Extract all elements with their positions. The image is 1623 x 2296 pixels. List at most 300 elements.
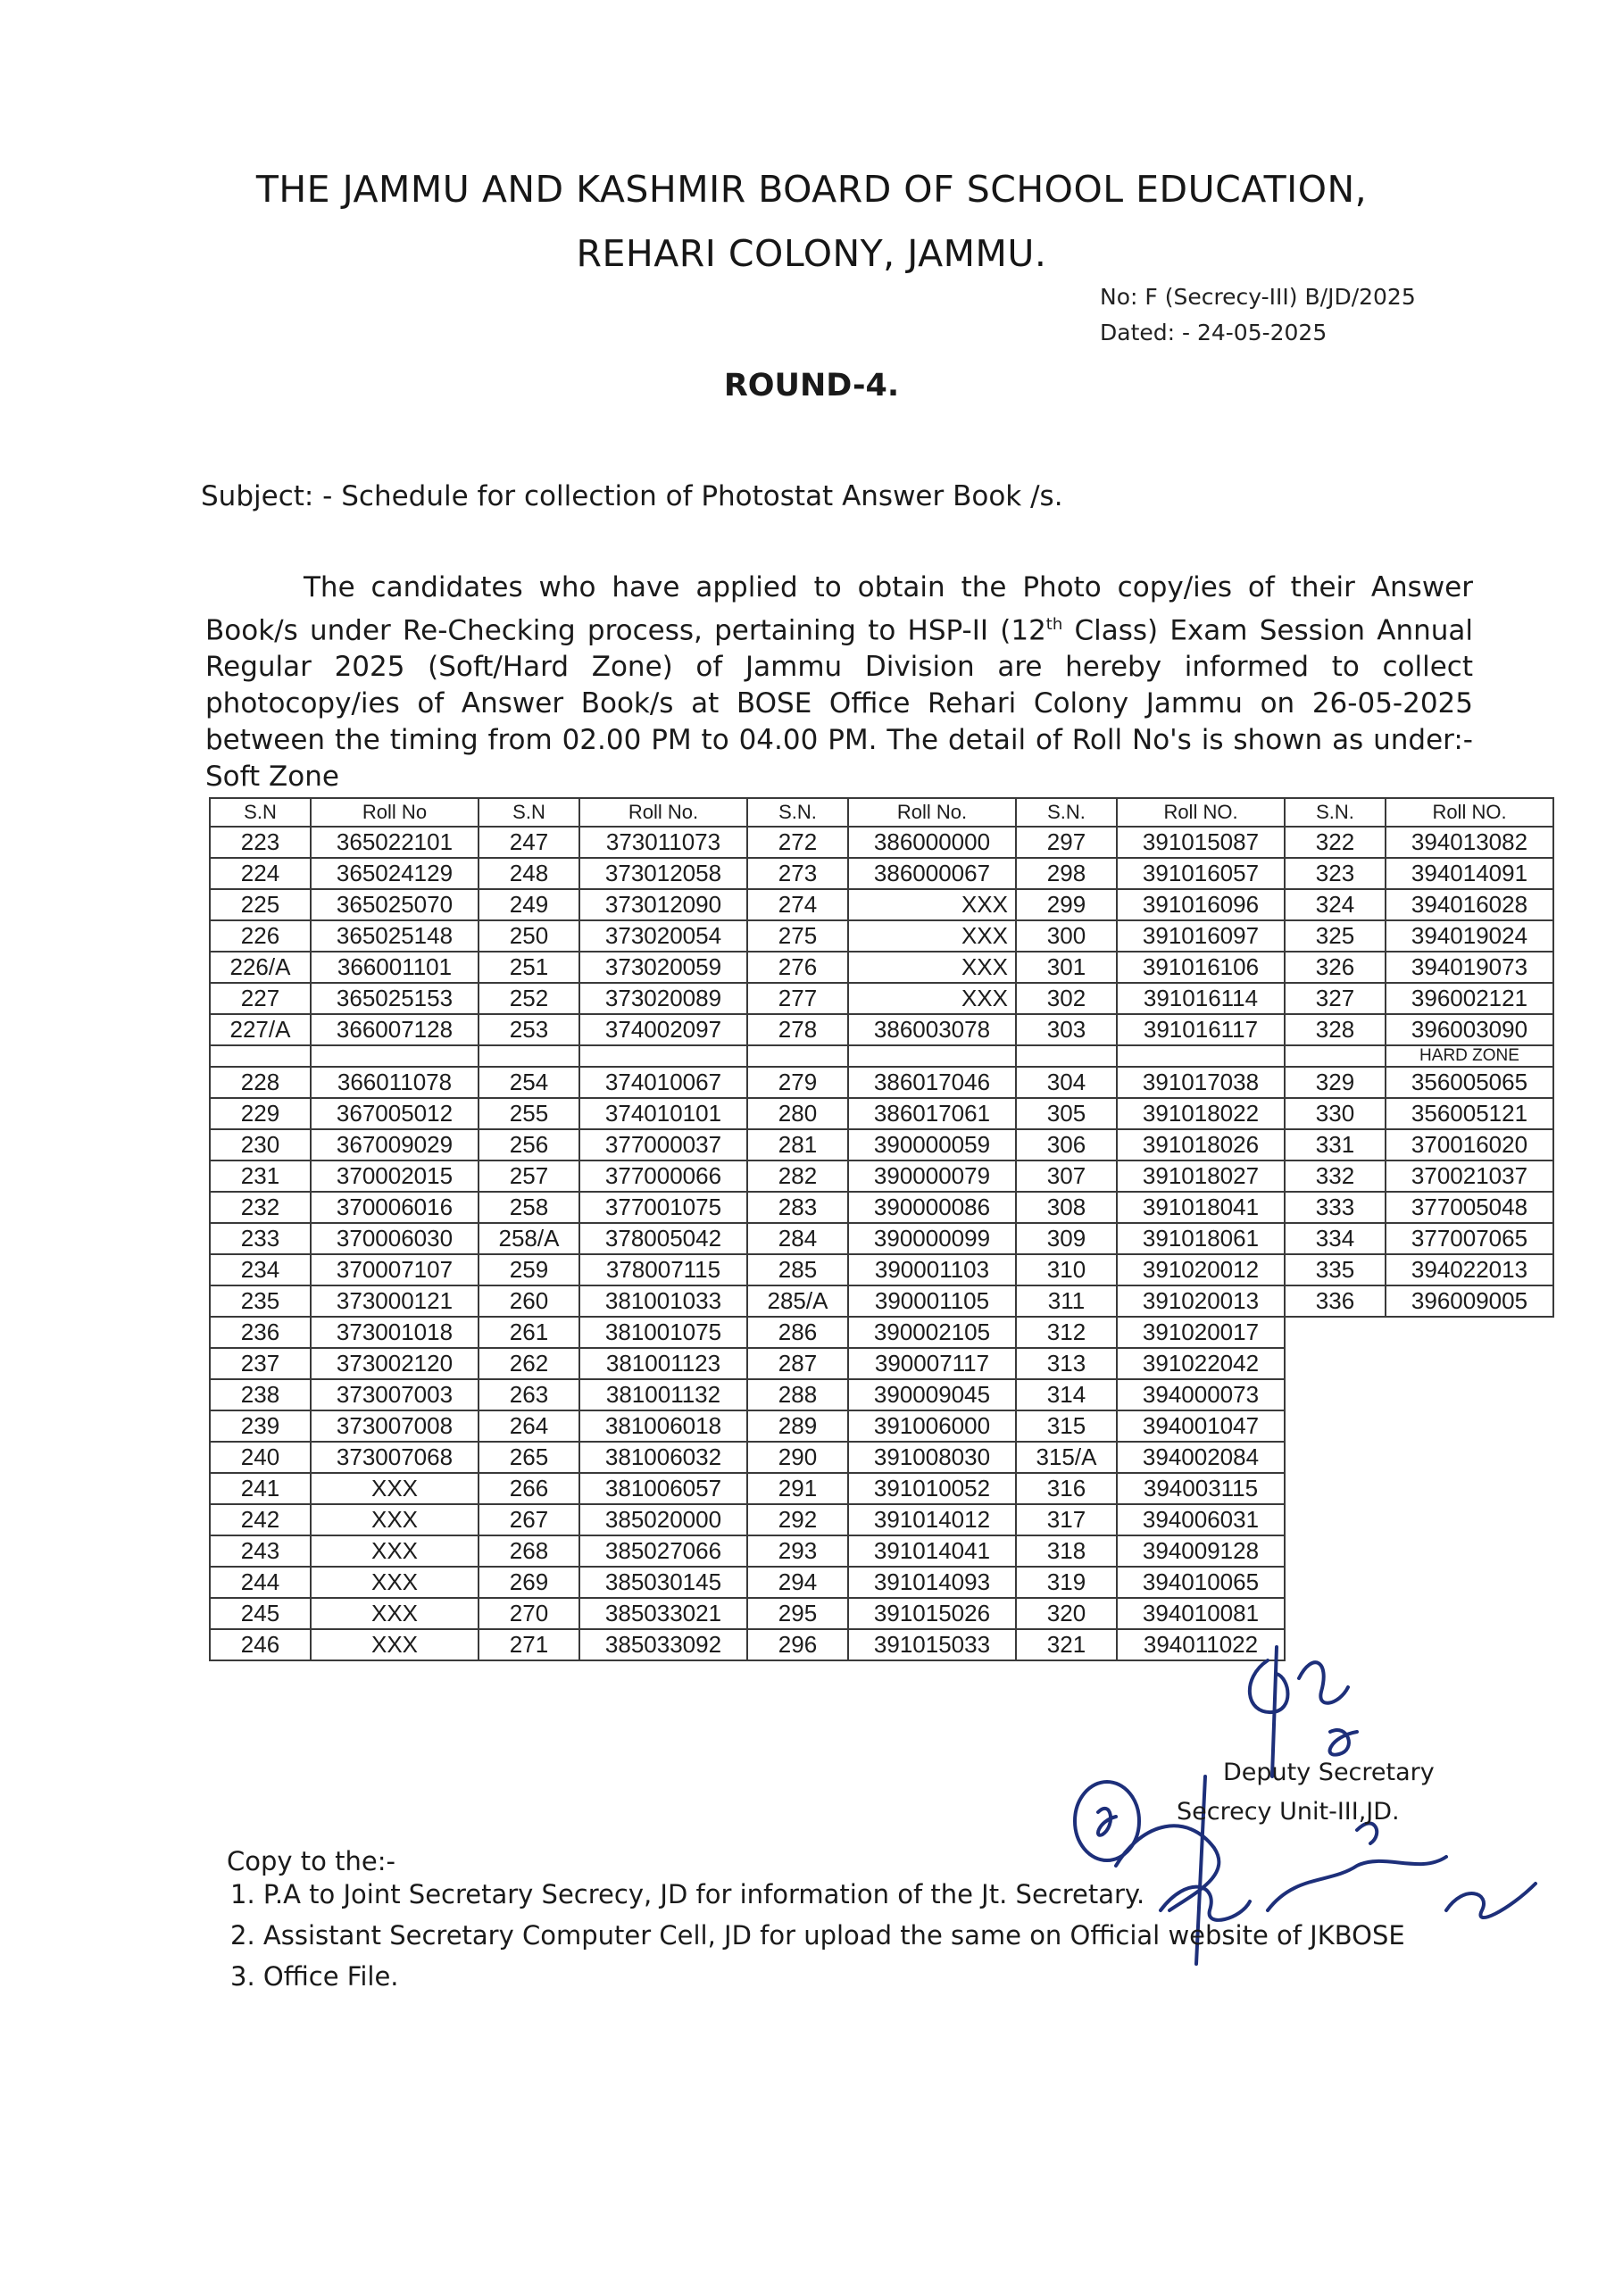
roll-number-cell: 391014093 [848,1567,1016,1598]
table-row [210,1348,1553,1379]
serial-number-cell: 320 [1016,1598,1117,1629]
roll-number-cell: 356005065 [1386,1067,1553,1098]
serial-number-cell: 324 [1285,889,1386,920]
serial-number-cell: 270 [479,1598,579,1629]
roll-number-cell: 377007065 [1386,1223,1553,1254]
table-row [210,1014,1553,1045]
roll-number-cell: XXX [311,1598,479,1629]
roll-number-cell: 391018026 [1117,1129,1285,1160]
serial-number-cell: 227/A [210,1014,311,1045]
roll-number-cell: XXX [848,983,1016,1014]
spacer-cell [311,1045,479,1067]
serial-number-cell: 334 [1285,1223,1386,1254]
roll-number-cell: XXX [311,1629,479,1660]
serial-number-cell: 242 [210,1504,311,1535]
table-row [210,1067,1553,1098]
roll-number-cell: 367009029 [311,1129,479,1160]
roll-number-cell: 385033092 [579,1629,747,1660]
roll-number-cell: XXX [848,920,1016,952]
reference-date: Dated: - 24-05-2025 [1100,320,1328,345]
serial-number-cell: 255 [479,1098,579,1129]
roll-number-cell: 394009128 [1117,1535,1285,1567]
roll-number-cell: XXX [848,952,1016,983]
serial-number-cell: 241 [210,1473,311,1504]
roll-number-cell: 381006057 [579,1473,747,1504]
roll-number-cell: 381006018 [579,1410,747,1442]
roll-number-cell: 370002015 [311,1160,479,1192]
signatory-title: Deputy Secretary [1223,1759,1435,1786]
roll-number-cell: 394011022 [1117,1629,1285,1660]
roll-number-cell: 381001075 [579,1317,747,1348]
empty-cell [1386,1442,1553,1473]
serial-number-cell: 267 [479,1504,579,1535]
table-row [210,1504,1553,1535]
serial-number-cell: 295 [747,1598,848,1629]
serial-number-cell: 303 [1016,1014,1117,1045]
serial-number-cell: 236 [210,1317,311,1348]
serial-number-cell: 316 [1016,1473,1117,1504]
serial-number-cell: 251 [479,952,579,983]
roll-number-cell: 377005048 [1386,1192,1553,1223]
roll-number-cell: 391015026 [848,1598,1016,1629]
serial-number-cell: 332 [1285,1160,1386,1192]
notice-paragraph [205,570,1473,795]
empty-cell [1386,1535,1553,1567]
roll-number-cell: 394010081 [1117,1598,1285,1629]
roll-number-cell: 394002084 [1117,1442,1285,1473]
serial-number-cell: 257 [479,1160,579,1192]
empty-cell [1386,1317,1553,1348]
spacer-cell [1285,1045,1386,1067]
serial-number-cell: 230 [210,1129,311,1160]
serial-number-cell: 260 [479,1285,579,1317]
roll-number-cell: 373002120 [311,1348,479,1379]
spacer-cell [210,1045,311,1067]
serial-number-cell: 314 [1016,1379,1117,1410]
roll-number-cell: 391006000 [848,1410,1016,1442]
serial-number-cell: 279 [747,1067,848,1098]
serial-number-cell: 323 [1285,858,1386,889]
serial-number-cell: 286 [747,1317,848,1348]
notice-text-part1: The candidates who have applied to obtain the Photo copy/ies of their Answer Book/s under Re-Checking process, pertaining to HSP-II (12 [205,571,1473,647]
roll-number-cell: 391015033 [848,1629,1016,1660]
serial-number-cell: 261 [479,1317,579,1348]
notice-superscript: th [1045,615,1063,634]
column-header: S.N. [1285,798,1386,827]
serial-number-cell: 284 [747,1223,848,1254]
table-row [210,1098,1553,1129]
serial-number-cell: 262 [479,1348,579,1379]
serial-number-cell: 304 [1016,1067,1117,1098]
serial-number-cell: 287 [747,1348,848,1379]
roll-number-cell: XXX [311,1473,479,1504]
serial-number-cell: 264 [479,1410,579,1442]
roll-number-cell: 391018022 [1117,1098,1285,1129]
roll-number-cell: 374010067 [579,1067,747,1098]
serial-number-cell: 285/A [747,1285,848,1317]
roll-number-cell: 391010052 [848,1473,1016,1504]
serial-number-cell: 294 [747,1567,848,1598]
column-header: S.N [210,798,311,827]
table-row [210,1535,1553,1567]
serial-number-cell: 265 [479,1442,579,1473]
roll-number-cell: 396003090 [1386,1014,1553,1045]
table-row [210,1192,1553,1223]
empty-cell [1285,1535,1386,1567]
serial-number-cell: 281 [747,1129,848,1160]
roll-number-cell: 394000073 [1117,1379,1285,1410]
roll-number-cell: 394019073 [1386,952,1553,983]
roll-number-cell: 365022101 [311,827,479,858]
serial-number-cell: 231 [210,1160,311,1192]
serial-number-cell: 227 [210,983,311,1014]
table-row [210,889,1553,920]
serial-number-cell: 229 [210,1098,311,1129]
roll-number-cell: 391016114 [1117,983,1285,1014]
serial-number-cell: 308 [1016,1192,1117,1223]
roll-number-cell: 390001103 [848,1254,1016,1285]
serial-number-cell: 232 [210,1192,311,1223]
serial-number-cell: 228 [210,1067,311,1098]
table-row [210,1160,1553,1192]
roll-number-cell: 373007008 [311,1410,479,1442]
serial-number-cell: 312 [1016,1317,1117,1348]
table-row [210,1410,1553,1442]
empty-cell [1285,1348,1386,1379]
serial-number-cell: 283 [747,1192,848,1223]
serial-number-cell: 250 [479,920,579,952]
serial-number-cell: 246 [210,1629,311,1660]
roll-number-cell: 370021037 [1386,1160,1553,1192]
roll-number-cell: 385027066 [579,1535,747,1567]
column-header: S.N [479,798,579,827]
serial-number-cell: 226 [210,920,311,952]
serial-number-cell: 282 [747,1160,848,1192]
serial-number-cell: 305 [1016,1098,1117,1129]
roll-number-cell: 374010101 [579,1098,747,1129]
serial-number-cell: 235 [210,1285,311,1317]
roll-number-cell: 373000121 [311,1285,479,1317]
serial-number-cell: 325 [1285,920,1386,952]
roll-number-cell: XXX [311,1535,479,1567]
column-header: S.N. [747,798,848,827]
spacer-cell [579,1045,747,1067]
serial-number-cell: 266 [479,1473,579,1504]
roll-number-cell: 391015087 [1117,827,1285,858]
column-header: Roll No [311,798,479,827]
serial-number-cell: 291 [747,1473,848,1504]
roll-number-cell: 365025070 [311,889,479,920]
serial-number-cell: 233 [210,1223,311,1254]
empty-cell [1285,1504,1386,1535]
serial-number-cell: 247 [479,827,579,858]
empty-cell [1386,1410,1553,1442]
board-address-heading: REHARI COLONY, JAMMU. [576,232,1047,275]
roll-number-cell: 394001047 [1117,1410,1285,1442]
roll-number-cell: 366001101 [311,952,479,983]
serial-number-cell: 322 [1285,827,1386,858]
table-row [210,1129,1553,1160]
roll-number-cell: 391020012 [1117,1254,1285,1285]
roll-number-cell: 381001123 [579,1348,747,1379]
roll-number-cell: 394022013 [1386,1254,1553,1285]
roll-number-cell: 390000079 [848,1160,1016,1192]
serial-number-cell: 315 [1016,1410,1117,1442]
roll-number-cell: 394003115 [1117,1473,1285,1504]
empty-cell [1285,1567,1386,1598]
serial-number-cell: 290 [747,1442,848,1473]
roll-number-cell: 373020089 [579,983,747,1014]
roll-number-cell: 391022042 [1117,1348,1285,1379]
roll-number-cell: 365025148 [311,920,479,952]
empty-cell [1285,1379,1386,1410]
serial-number-cell: 237 [210,1348,311,1379]
serial-number-cell: 248 [479,858,579,889]
serial-number-cell: 274 [747,889,848,920]
roll-number-cell: 394013082 [1386,827,1553,858]
serial-number-cell: 289 [747,1410,848,1442]
board-name-heading: THE JAMMU AND KASHMIR BOARD OF SCHOOL EDUCATION, [255,168,1368,211]
serial-number-cell: 272 [747,827,848,858]
serial-number-cell: 249 [479,889,579,920]
serial-number-cell: 333 [1285,1192,1386,1223]
roll-number-cell: 390001105 [848,1285,1016,1317]
roll-number-cell: 390000086 [848,1192,1016,1223]
column-header: Roll NO. [1386,798,1553,827]
roll-number-cell: 386000067 [848,858,1016,889]
serial-number-cell: 223 [210,827,311,858]
serial-number-cell: 313 [1016,1348,1117,1379]
roll-number-cell: XXX [311,1504,479,1535]
serial-number-cell: 269 [479,1567,579,1598]
roll-number-cell: 373012090 [579,889,747,920]
roll-number-cell: 386003078 [848,1014,1016,1045]
roll-number-cell: 377000037 [579,1129,747,1160]
roll-number-cell: 394006031 [1117,1504,1285,1535]
reference-number: No: F (Secrecy-III) B/JD/2025 [1100,284,1416,310]
roll-number-cell: 365024129 [311,858,479,889]
serial-number-cell: 273 [747,858,848,889]
serial-number-cell: 329 [1285,1067,1386,1098]
table-row [210,1285,1553,1317]
serial-number-cell: 310 [1016,1254,1117,1285]
hard-zone-separator-row [210,1045,1553,1067]
roll-number-cell: 370016020 [1386,1129,1553,1160]
table-row [210,858,1553,889]
serial-number-cell: 317 [1016,1504,1117,1535]
roll-number-cell: 394014091 [1386,858,1553,889]
serial-number-cell: 225 [210,889,311,920]
serial-number-cell: 256 [479,1129,579,1160]
table-row [210,920,1553,952]
empty-cell [1285,1598,1386,1629]
roll-number-cell: 391018027 [1117,1160,1285,1192]
serial-number-cell: 298 [1016,858,1117,889]
empty-cell [1386,1473,1553,1504]
roll-number-cell: 394016028 [1386,889,1553,920]
roll-number-cell: 391016057 [1117,858,1285,889]
serial-number-cell: 331 [1285,1129,1386,1160]
roll-number-cell: 385033021 [579,1598,747,1629]
roll-number-cell: 391016096 [1117,889,1285,920]
roll-number-cell: 391017038 [1117,1067,1285,1098]
roll-number-cell: 391018041 [1117,1192,1285,1223]
roll-number-cell: 385020000 [579,1504,747,1535]
serial-number-cell: 309 [1016,1223,1117,1254]
serial-number-cell: 336 [1285,1285,1386,1317]
serial-number-cell: 288 [747,1379,848,1410]
roll-number-cell: 396009005 [1386,1285,1553,1317]
notice-text-part2: Class) Exam Session Annual Regular 2025 (Soft/Hard Zone) of Jammu Division are hereby informed to collect photocopy/ies of Answer Book/s at BOSE Office Rehari Colony Jammu on 26-05-2025 between the timing from 02.00 PM to 04.00 PM. The detail of Roll No's is shown as under:- Soft Zone [205,614,1473,794]
serial-number-cell: 293 [747,1535,848,1567]
spacer-cell [479,1045,579,1067]
serial-number-cell: 311 [1016,1285,1117,1317]
roll-number-cell: 381001132 [579,1379,747,1410]
roll-number-cell: 370006030 [311,1223,479,1254]
roll-number-cell: 391008030 [848,1442,1016,1473]
roll-number-cell: 377001075 [579,1192,747,1223]
roll-number-cell: 366007128 [311,1014,479,1045]
serial-number-cell: 277 [747,983,848,1014]
serial-number-cell: 259 [479,1254,579,1285]
roll-number-cell: 373007068 [311,1442,479,1473]
serial-number-cell: 280 [747,1098,848,1129]
serial-number-cell: 271 [479,1629,579,1660]
table-row [210,952,1553,983]
roll-number-cell: 377000066 [579,1160,747,1192]
table-row [210,1379,1553,1410]
roll-number-cell: 390002105 [848,1317,1016,1348]
serial-number-cell: 300 [1016,920,1117,952]
roll-number-cell: 373001018 [311,1317,479,1348]
roll-number-cell: 381006032 [579,1442,747,1473]
serial-number-cell: 302 [1016,983,1117,1014]
roll-number-cell: 370007107 [311,1254,479,1285]
roll-number-cell: 391014012 [848,1504,1016,1535]
copy-to-item: 2. Assistant Secretary Computer Cell, JD for upload the same on Official website of JKBOSE [230,1920,1405,1951]
serial-number-cell: 243 [210,1535,311,1567]
serial-number-cell: 319 [1016,1567,1117,1598]
table-row [210,1254,1553,1285]
serial-number-cell: 252 [479,983,579,1014]
handwritten-signature-stamp [1062,1643,1544,2017]
empty-cell [1386,1598,1553,1629]
table-row [210,1317,1553,1348]
column-header: Roll No. [579,798,747,827]
round-title: ROUND-4. [723,368,900,403]
roll-number-cell: 394010065 [1117,1567,1285,1598]
serial-number-cell: 238 [210,1379,311,1410]
serial-number-cell: 254 [479,1067,579,1098]
serial-number-cell: 258/A [479,1223,579,1254]
serial-number-cell: 276 [747,952,848,983]
empty-cell [1285,1410,1386,1442]
table-body [210,827,1553,1660]
roll-number-cell: 394019024 [1386,920,1553,952]
serial-number-cell: 224 [210,858,311,889]
roll-number-cell: 356005121 [1386,1098,1553,1129]
roll-number-cell: 373020054 [579,920,747,952]
roll-number-cell: 386000000 [848,827,1016,858]
roll-number-table [209,797,1554,1661]
roll-number-cell: 385030145 [579,1567,747,1598]
roll-number-cell: 370006016 [311,1192,479,1223]
table-row [210,1473,1553,1504]
serial-number-cell: 244 [210,1567,311,1598]
serial-number-cell: 297 [1016,827,1117,858]
copy-to-item: 1. P.A to Joint Secretary Secrecy, JD for information of the Jt. Secretary. [230,1879,1145,1909]
serial-number-cell: 301 [1016,952,1117,983]
spacer-cell [848,1045,1016,1067]
roll-number-cell: 366011078 [311,1067,479,1098]
serial-number-cell: 299 [1016,889,1117,920]
roll-number-cell: 391020017 [1117,1317,1285,1348]
serial-number-cell: 245 [210,1598,311,1629]
roll-number-cell: 391020013 [1117,1285,1285,1317]
empty-cell [1285,1317,1386,1348]
table-row [210,983,1553,1014]
roll-number-cell: 378007115 [579,1254,747,1285]
roll-number-cell: XXX [311,1567,479,1598]
spacer-cell [1016,1045,1117,1067]
serial-number-cell: 258 [479,1192,579,1223]
table-row [210,1598,1553,1629]
subject-line: Subject: - Schedule for collection of Photostat Answer Book /s. [201,480,1063,512]
roll-number-cell: 391016117 [1117,1014,1285,1045]
empty-cell [1285,1473,1386,1504]
serial-number-cell: 285 [747,1254,848,1285]
copy-to-item: 3. Office File. [230,1961,399,1992]
roll-number-cell: 373020059 [579,952,747,983]
roll-number-cell: 391014041 [848,1535,1016,1567]
serial-number-cell: 330 [1285,1098,1386,1129]
roll-number-cell: 386017061 [848,1098,1016,1129]
copy-to-heading: Copy to the:- [227,1846,395,1876]
serial-number-cell: 315/A [1016,1442,1117,1473]
serial-number-cell: 327 [1285,983,1386,1014]
serial-number-cell: 240 [210,1442,311,1473]
roll-number-cell: 390009045 [848,1379,1016,1410]
serial-number-cell: 226/A [210,952,311,983]
empty-cell [1386,1567,1553,1598]
serial-number-cell: 239 [210,1410,311,1442]
empty-cell [1285,1442,1386,1473]
column-header: S.N. [1016,798,1117,827]
roll-number-cell: 373007003 [311,1379,479,1410]
roll-number-cell: 391018061 [1117,1223,1285,1254]
serial-number-cell: 296 [747,1629,848,1660]
empty-cell [1386,1504,1553,1535]
roll-number-cell: 365025153 [311,983,479,1014]
table-row [210,1567,1553,1598]
empty-cell [1386,1348,1553,1379]
table-header-row [210,798,1553,827]
roll-number-cell: 390007117 [848,1348,1016,1379]
serial-number-cell: 335 [1285,1254,1386,1285]
serial-number-cell: 263 [479,1379,579,1410]
column-header: Roll NO. [1117,798,1285,827]
roll-number-cell: 378005042 [579,1223,747,1254]
serial-number-cell: 275 [747,920,848,952]
roll-number-cell: 396002121 [1386,983,1553,1014]
roll-number-cell: 391016106 [1117,952,1285,983]
serial-number-cell: 318 [1016,1535,1117,1567]
roll-number-cell: 373012058 [579,858,747,889]
roll-number-cell: 367005012 [311,1098,479,1129]
spacer-cell [1117,1045,1285,1067]
roll-number-cell: XXX [848,889,1016,920]
serial-number-cell: 278 [747,1014,848,1045]
